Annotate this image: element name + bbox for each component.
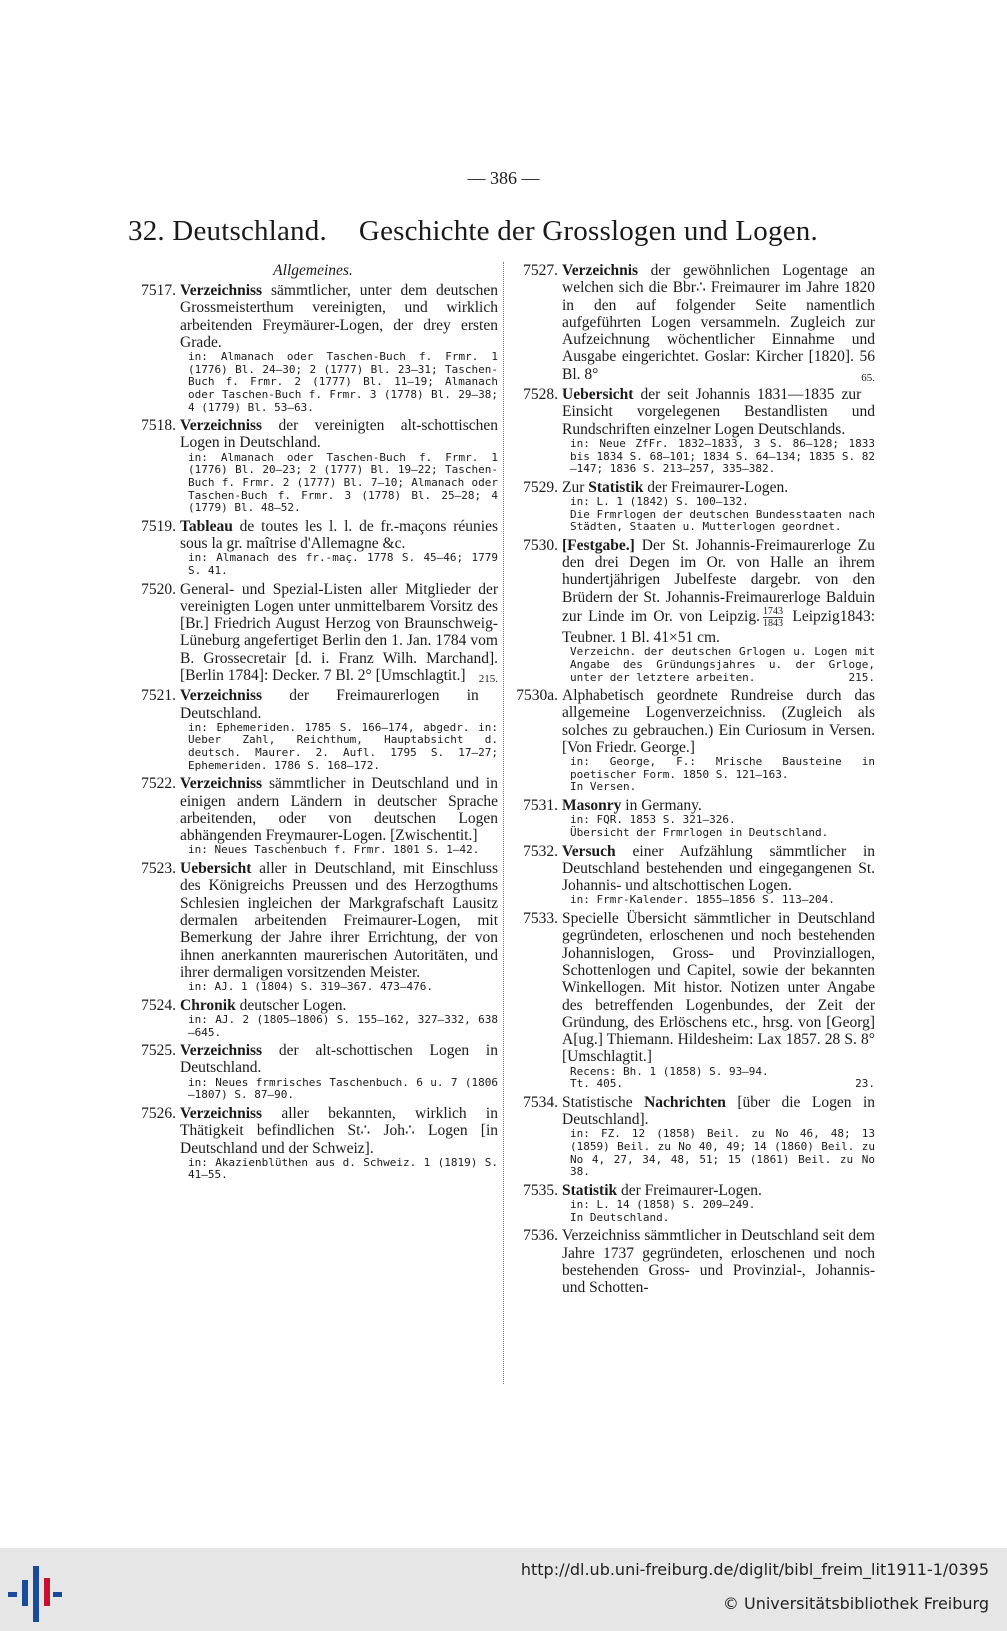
footer-bar xyxy=(0,1548,1007,1631)
entry-source: in: Almanach oder Taschen-Buch f. Frmr. 1 (1776) Bl. 24—30; 2 (1777) Bl. 23—31; Taschen-Buch f. Frmr. 2 (1777) Bl. 11—19; Almanach oder Taschen-Buch f. Frmr. 3 (1778) Bl. 29—38; 4 (1779) Bl. 53—63. xyxy=(188,350,498,414)
entry-title: deutscher Logen. xyxy=(235,996,347,1014)
entry-title: sämmtlicher, unter dem deutschen Grossmeisterthum vereinigten, und wirklich arbeitenden Freymäurer-Logen, der drey ersten Grade. xyxy=(180,282,498,351)
entry-title: aller bekannten, wirklich in Thätigkeit befindlichen St∴ Joh∴ Logen [in Deutschland und der Schweiz]. xyxy=(180,1104,498,1157)
entry-keyword: Chronik xyxy=(180,996,236,1014)
entry-number: 7527. xyxy=(523,262,558,279)
entry-text xyxy=(562,479,875,496)
entry-text xyxy=(180,1105,498,1157)
entry-source: in: FQR. 1853 S. 321—326. xyxy=(570,813,736,827)
entry-source: in: Almanach des fr.-maç. 1778 S. 45—46; 1779 S. 41. xyxy=(188,551,498,577)
entry-title: Alphabetisch geordnete Rundreise durch das allgemeine Logenverzeichniss. (Zugleich als solches zu gebrauchen.) Ein Curiosum in Versen. [Von Friedr. George.] xyxy=(562,687,875,756)
entry-keyword: Verzeichniss xyxy=(180,1042,263,1060)
bib-entry xyxy=(128,282,498,414)
bib-entry xyxy=(128,687,498,772)
entry-text xyxy=(180,581,498,685)
entry-number: 7534. xyxy=(523,1093,558,1111)
entry-number: 7518. xyxy=(141,417,176,435)
entry-title: General- und Spezial-Listen aller Mitglieder der vereinigten Logen unter unmittelbarem Vorsitz des [Br.] Friedrich August Herzog von Braunschweig-Lüneburg angefertiget Berlin den 1. Jan. 1784 vom B. Grossecretair [d. i. Franz Wilh. Marchand]. [Berlin 1784]: Decker. 7 Bl. 2° [Umschlagtit.] xyxy=(180,580,498,684)
entry-source: in: AJ. 2 (1805—1806) S. 155—162, 327—332, 638—645. xyxy=(188,1013,498,1039)
entry-text xyxy=(562,262,875,383)
bib-entry xyxy=(510,1094,875,1179)
entry-text xyxy=(562,1182,875,1199)
entry-ref: 65. xyxy=(861,371,875,384)
bib-entry xyxy=(510,479,875,534)
entry-title: in Germany. xyxy=(621,797,702,815)
entry-title: aller in Deutschland, mit Einschluss des Königreichs Preussen und des Herzogthums Schlesien ingleichen der Markgrafschaft Lausitz dermalen arbeitenden Freimaurer-Logen, mit Bemerkung der Jahre ihrer Errichtung, der von ihnen anerkannten maurerischen Autoritäten, und ihrer dermaligen vorsitzenden Meister. xyxy=(180,860,498,981)
entry-keyword: Verzeichniss xyxy=(180,1104,263,1122)
entry-title: der Freimaurer-Logen. xyxy=(643,478,789,496)
entry-title: einer Aufzählung sämmtlicher in Deutschland bestehenden und eingegangenen St. Johannis- und altschottischen Logen. xyxy=(562,842,875,895)
entry-text xyxy=(180,417,498,452)
entry-source: in: Frmr-Kalender. 1855—1856 S. 113—204. xyxy=(570,893,835,907)
bib-entry xyxy=(128,997,498,1039)
bib-entry xyxy=(128,860,498,994)
entry-keyword: Statistik xyxy=(562,1181,618,1199)
entry-text xyxy=(180,282,498,351)
entry-title: [über die Logen in Deutschland]. xyxy=(562,1093,876,1129)
entry-source: in: Ephemeriden. 1785 S. 166—174, abgedr. in: Ueber Zahl, Reichthum, Hauptabsicht d. deutsch. Maurer. 2. Aufl. 1795 S. 17—27; Ephemeriden. 1786 S. 168—172. xyxy=(188,720,498,772)
entry-source: in: L. 1 (1842) S. 100—132. xyxy=(570,495,749,509)
bib-entry xyxy=(510,910,875,1091)
entry-text xyxy=(180,997,498,1014)
entry-source: In Deutschland. xyxy=(570,1210,670,1224)
entry-keyword: Nachrichten xyxy=(644,1093,726,1111)
entry-text xyxy=(562,386,875,438)
header-title: Geschichte der Grosslogen und Logen. xyxy=(358,215,818,247)
entry-source: in: Neues Taschenbuch f. Frmr. 1801 S. 1—42. xyxy=(188,843,480,857)
entry-number: 7530. xyxy=(523,536,558,554)
entry-number: 7530a. xyxy=(516,687,558,705)
fraction-part: 1743 xyxy=(762,606,783,618)
entry-text xyxy=(180,860,498,981)
entry-source: Verzeichn. der deutschen Grlogen u. Logen mit Angabe des Gründungsjahres u. der Grloge, unter der letztere arbeiten. 215. xyxy=(570,645,875,684)
entry-text xyxy=(562,687,875,756)
entry-number: 7519. xyxy=(141,517,176,535)
entry-number: 7525. xyxy=(141,1042,176,1060)
entry-keyword: Tableau xyxy=(180,517,233,535)
entry-ref: 215. xyxy=(478,672,498,685)
entry-keyword: Masonry xyxy=(562,797,622,815)
bib-entry xyxy=(128,1042,498,1102)
entry-title: der vereinigten alt-schottischen Logen in Deutschland. xyxy=(180,417,498,452)
entry-text xyxy=(180,775,498,844)
entry-source: in: George, F.: Mrische Bausteine in poetischer Form. 1850 S. 121—163. xyxy=(570,755,875,781)
fraction-part: 1843 xyxy=(762,618,783,630)
entry-text xyxy=(562,910,875,1066)
bib-entry xyxy=(510,1182,875,1224)
left-column xyxy=(128,262,498,1185)
entry-source: in: Akazienblüthen aus d. Schweiz. 1 (1819) S. 41—55. xyxy=(188,1155,498,1182)
bib-entry xyxy=(510,797,875,839)
entry-number: 7521. xyxy=(141,687,176,705)
entry-prefix: Statistische xyxy=(562,1093,645,1111)
entry-title: de toutes les l. l. de fr.-maçons réunies sous la gr. maîtrise d'Allemagne &c. xyxy=(180,517,498,553)
entry-keyword: Uebersicht xyxy=(180,860,252,878)
entry-title: der alt-schottischen Logen in Deutschland. xyxy=(180,1042,498,1077)
entry-keyword: Versuch xyxy=(562,842,616,860)
entry-source: Die Frmrlogen der deutschen Bundesstaaten nach Städten, Staaten u. Mutterlogen geordnet. xyxy=(570,507,875,534)
entry-source: in: Neue ZfFr. 1832—1833, 3 S. 86—128; 1833 bis 1834 S. 68—101; 1834 S. 64—134; 1835 S. 82—147; 1836 S. 213—257, 335—382. xyxy=(570,436,875,476)
entry-keyword: Verzeichniss xyxy=(180,687,263,705)
entry-number: 7517. xyxy=(141,282,176,299)
bib-entry xyxy=(510,262,875,383)
bib-entry xyxy=(128,775,498,857)
entry-title: der seit Johannis 1831—1835 zur Einsicht vorgelegenen Bestandlisten und Rundschriften einzelner Logen Deutschlands. xyxy=(562,386,875,438)
entry-number: 7536. xyxy=(523,1227,558,1245)
ub-freiburg-logo-icon xyxy=(8,1566,62,1622)
entry-text xyxy=(562,1094,875,1129)
bib-entry xyxy=(128,518,498,578)
right-column xyxy=(510,262,875,1300)
entry-text xyxy=(562,537,875,646)
entry-title: Specielle Übersicht sämmtlicher in Deutschland gegründeten, erloschenen und noch bestehenden Johannislogen, Gross- und Provinziallogen, Schottenlogen und Capitel, sowie der bekannten Winkellogen. Mit histor. Notizen unter Angabe des betreffenden Logenbundes, der Zeit der Gründung, des Erlöschens etc., hrsg. von [Georg] A[ug.] Thiemann. Hildesheim: Lax 1857. 28 S. 8° [Umschlagtit.] xyxy=(562,910,875,1066)
entry-number: 7533. xyxy=(523,910,558,928)
subheading: Allgemeines. xyxy=(273,262,353,279)
entry-source: in: Almanach oder Taschen-Buch f. Frmr. 1 (1776) Bl. 20—23; 2 (1777) Bl. 19—22; Taschen-Buch f. Frmr. 2 (1777) Bl. 7—10; Almanach oder Taschen-Buch f. Frmr. 3 (1778) Bl. 25—28; 4 (1779) Bl. 48—52. xyxy=(188,450,498,515)
entry-number: 7524. xyxy=(141,996,176,1014)
bib-entry xyxy=(128,417,498,515)
entry-text xyxy=(180,518,498,553)
page-number: — 386 — xyxy=(467,168,540,188)
entry-text xyxy=(562,843,875,895)
entry-source: Übersicht der Frmrlogen in Deutschland. xyxy=(570,825,829,839)
entry-number: 7528. xyxy=(523,386,558,404)
section-title: 32. Deutschland. xyxy=(128,215,327,247)
entry-number: 7522. xyxy=(141,775,176,793)
entry-title: der Freimaurerlogen in Deutschland. xyxy=(180,687,479,722)
bib-entry xyxy=(128,1105,498,1182)
bib-entry xyxy=(510,537,875,684)
year-fraction xyxy=(763,606,783,629)
entry-ref: 23. xyxy=(855,1077,875,1091)
entry-keyword: Verzeichniss xyxy=(180,775,263,793)
entry-title-cont: Leipzig1843: Teubner. 1 Bl. 41×51 cm. xyxy=(562,608,875,647)
entry-number: 7523. xyxy=(141,860,176,878)
entry-number: 7529. xyxy=(523,478,558,496)
entry-source: in: FZ. 12 (1858) Beil. zu No 46, 48; 13 (1859) Beil. zu No 40, 49; 14 (1860) Beil. zu No 4, 27, 34, 48, 51; 15 (1861) Beil. zu No 38. xyxy=(570,1127,875,1179)
entry-source: in: L. 14 (1858) S. 209—249. xyxy=(570,1198,756,1212)
bib-entry xyxy=(128,581,498,685)
entry-prefix: Zur xyxy=(562,478,589,496)
entry-keyword: Verzeichnis xyxy=(562,262,639,279)
entry-keyword: Statistik xyxy=(588,478,644,496)
footer-copyright: © Universitätsbibliothek Freiburg xyxy=(722,1594,989,1613)
bib-entry xyxy=(510,843,875,907)
entry-title: Verzeichniss sämmtlicher in Deutschland seit dem Jahre 1737 gegründeten, erloschenen und noch bestehenden Gross- und Provinzial-, Johannis- und Schotten- xyxy=(562,1227,875,1297)
entry-title: der Freimaurer-Logen. xyxy=(617,1181,762,1199)
bib-entry xyxy=(510,687,875,794)
footer-url[interactable]: http://dl.ub.uni-freiburg.de/diglit/bibl_freim_lit1911-1/0395 xyxy=(520,1560,989,1579)
entry-source: Tt. 405. 23. xyxy=(570,1077,875,1091)
entry-number: 7520. xyxy=(141,580,176,598)
column-divider xyxy=(503,262,504,1384)
entry-title: Der St. Johannis-Freimaurerloge Zu den drei Degen im Or. von Halle an ihrem hundertjährigen Jubelfeste dargebr. von den Brüdern der St. Johannis-Freimaurerloge Balduin zur Linde im Or. von Leipzig. xyxy=(562,536,875,626)
entry-text xyxy=(180,687,498,722)
entry-source: in: Neues frmrisches Taschenbuch. 6 u. 7 (1806—1807) S. 87—90. xyxy=(188,1075,498,1102)
entry-source: Recens: Bh. 1 (1858) S. 93—94. xyxy=(570,1064,769,1078)
entry-text xyxy=(180,1042,498,1077)
entry-text xyxy=(562,797,875,814)
entry-number: 7532. xyxy=(523,842,558,860)
entry-keyword: Uebersicht xyxy=(562,386,634,404)
entry-number: 7526. xyxy=(141,1104,176,1122)
entry-title: sämmtlicher in Deutschland und in einigen andern Ländern in deutscher Sprache arbeitenden, oder von deutschen Logen abhängenden Freymaurer-Logen. [Zwischentit.] xyxy=(180,775,498,845)
entry-ref: 215. xyxy=(848,670,875,684)
entry-text xyxy=(562,1227,875,1296)
entry-number: 7535. xyxy=(523,1181,558,1199)
entry-keyword: Verzeichniss xyxy=(180,417,263,435)
entry-source: in: AJ. 1 (1804) S. 319—367. 473—476. xyxy=(188,980,434,994)
entry-source: In Versen. xyxy=(570,780,637,794)
bib-entry xyxy=(510,386,875,476)
entry-keyword: [Festgabe.] xyxy=(562,536,635,554)
entry-title: der gewöhnlichen Logentage an welchen sich die Bbr∴ Freimaurer im Jahre 1820 in den auf folgender Seite namentlich aufgeführten Logen versammeln. Zugleich zur Aufzeichnung wöchentlicher Einnahme und Ausgabe eingerichtet. Goslar: Kircher [1820]. 56 Bl. 8° xyxy=(562,262,875,383)
entry-keyword: Verzeichniss xyxy=(180,282,263,299)
bib-entry xyxy=(510,1227,875,1296)
entry-number: 7531. xyxy=(523,797,558,815)
page-header xyxy=(128,215,873,248)
